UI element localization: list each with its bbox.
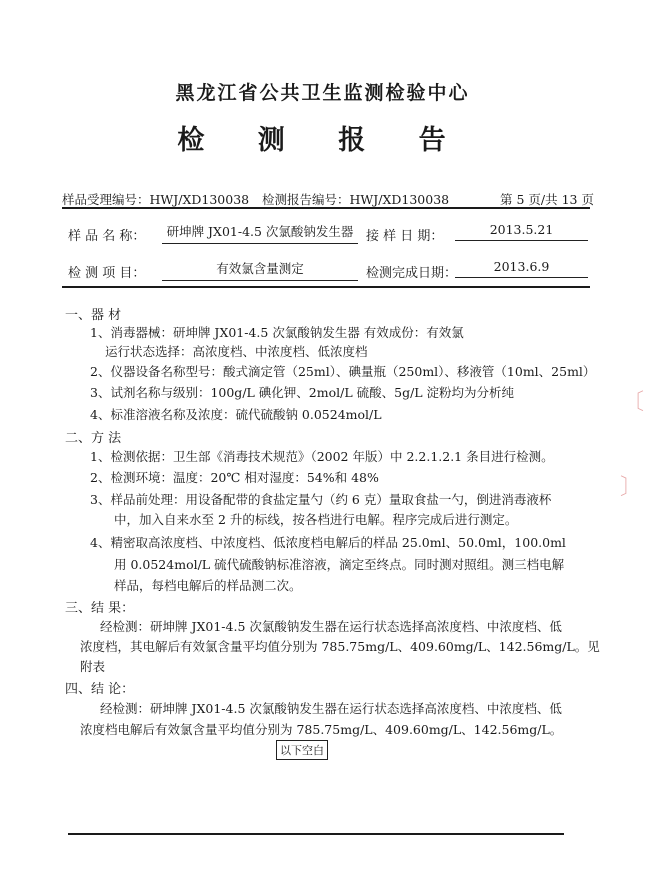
test-item-value: 有效氯含量测定: [162, 259, 358, 281]
section-conclusion-heading: 四、结 论：: [65, 682, 135, 697]
conclusion-line-2: 浓度档电解后有效氯含量平均值分别为 785.75mg/L、409.60mg/L、142.56mg/L。: [80, 722, 563, 737]
method-item-2: 2、检测环境：温度：20℃ 相对湿度：54%和 48%: [90, 470, 379, 485]
equipment-item-2: 2、仪器设备名称型号：酸式滴定管（25ml）、碘量瓶（250ml）、移液管（10ml、25ml）: [90, 364, 596, 379]
section-result-heading: 三、结 果：: [65, 601, 135, 616]
organization-name: 黑龙江省公共卫生监测检验中心: [175, 82, 470, 104]
equipment-item-1-states: 运行状态选择：高浓度档、中浓度档、低浓度档: [105, 344, 368, 359]
conclusion-line-1: 经检测：研坤牌 JX01-4.5 次氯酸钠发生器在运行状态选择高浓度档、中浓度档、低: [100, 701, 562, 716]
footer-divider: [68, 833, 564, 835]
result-line-1: 经检测：研坤牌 JX01-4.5 次氯酸钠发生器在运行状态选择高浓度档、中浓度档、低: [100, 619, 562, 634]
completion-date-value: 2013.6.9: [455, 259, 588, 278]
receive-date-value: 2013.5.21: [455, 222, 588, 241]
method-item-4-line-1: 4、精密取高浓度档、中浓度档、低浓度档电解后的样品 25.0ml、50.0ml，100.0ml: [90, 535, 566, 550]
blank-below-stamp: 以下空白: [276, 740, 328, 760]
seal-mark-bottom: 〕: [620, 475, 643, 500]
receive-date-label: 接 样 日 期：: [366, 229, 444, 244]
method-item-1: 1、检测依据：卫生部《消毒技术规范》（2002 年版）中 2.2.1.2.1 条目进行检测。: [90, 449, 554, 464]
method-item-4-line-3: 样品，每档电解后的样品测二次。: [114, 578, 302, 593]
report-number: 检测报告编号：HWJ/XD130038: [262, 192, 450, 207]
header-divider: [62, 207, 590, 209]
info-divider: [62, 286, 590, 288]
seal-mark-top: 〔: [622, 390, 645, 415]
completion-date-label: 检测完成日期：: [366, 266, 458, 281]
method-item-3-line-1: 3、样品前处理：用设备配带的食盐定量勺（约 6 克）量取食盐一勺，倒进消毒液杯: [90, 492, 552, 507]
method-item-3-line-2: 中，加入自来水至 2 升的标线，按各档进行电解。程序完成后进行测定。: [114, 512, 518, 527]
section-method-heading: 二、方 法: [65, 431, 122, 446]
sample-name-value: 研坤牌 JX01-4.5 次氯酸钠发生器: [162, 222, 358, 244]
section-equipment-heading: 一、器 材: [65, 308, 122, 323]
result-line-2: 浓度档，其电解后有效氯含量平均值分别为 785.75mg/L、409.60mg/L、142.56mg/L。见: [80, 639, 600, 654]
equipment-item-1: 1、消毒器械：研坤牌 JX01-4.5 次氯酸钠发生器 有效成份：有效氯: [90, 325, 464, 340]
method-item-4-line-2: 用 0.0524mol/L 硫代硫酸钠标准溶液，滴定至终点。同时测对照组。测三档电解: [114, 557, 565, 572]
sample-name-label: 样 品 名 称：: [68, 229, 146, 244]
page-indicator: 第 5 页/共 13 页: [500, 192, 594, 207]
test-item-label: 检 测 项 目：: [68, 266, 146, 281]
report-title: 检 测 报 告: [177, 125, 468, 156]
equipment-item-3: 3、试剂名称与级别：100g/L 碘化钾、2mol/L 硫酸、5g/L 淀粉均为分析纯: [90, 385, 515, 400]
equipment-item-4: 4、标准溶液名称及浓度：硫代硫酸钠 0.0524mol/L: [90, 407, 382, 422]
result-line-3: 附表: [80, 659, 106, 674]
sample-number: 样品受理编号：HWJ/XD130038: [62, 192, 250, 207]
